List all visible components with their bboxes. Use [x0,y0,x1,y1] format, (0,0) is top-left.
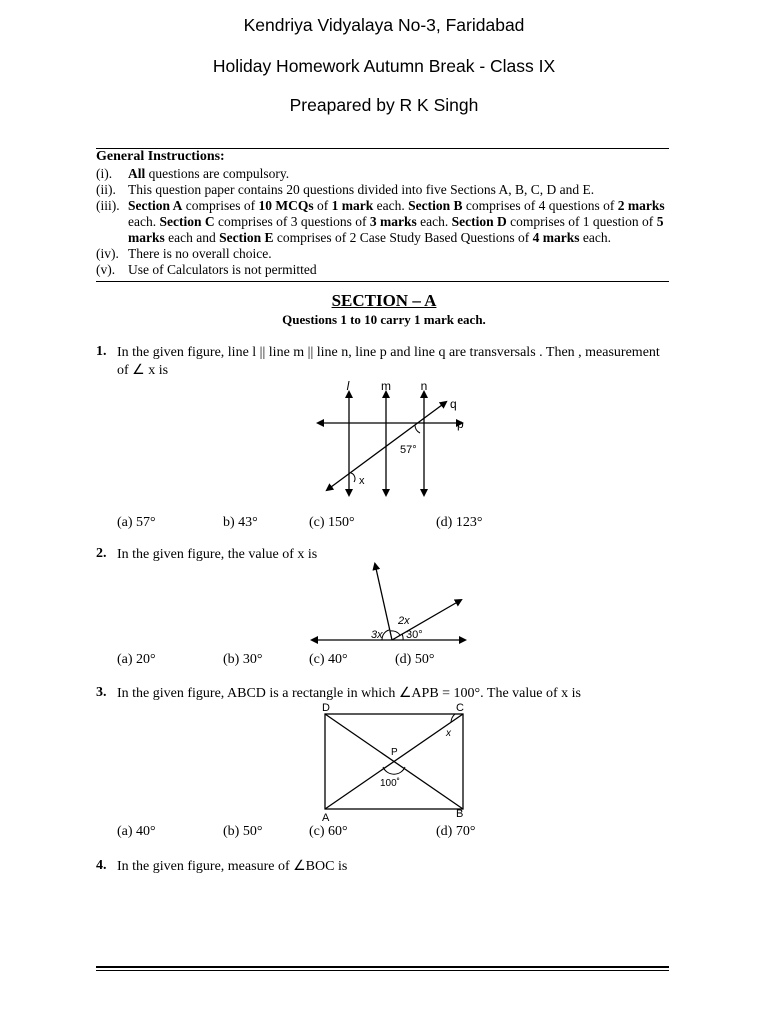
label-angle-57: 57° [400,444,417,456]
option-c[interactable]: (c) 60° [309,824,348,839]
label-B: B [456,808,464,820]
homework-title: Holiday Homework Autumn Break - Class IX [212,56,556,76]
option-c[interactable]: (c) 150° [309,515,355,530]
label-100: 100˚ [380,778,401,789]
option-a[interactable]: (a) 57° [117,515,156,530]
instruction-item [128,198,673,246]
option-b[interactable]: b) 43° [223,515,258,530]
instruction-item [128,166,673,182]
prepared-by: Preapared by R K Singh [289,95,479,115]
instruction-line: marks each and Section E comprises of 2 Case Study Based Questions of 4 marks each. [128,230,611,245]
instruction-item: This question paper contains 20 questions divided into five Sections A, B, C, D and E. [128,182,595,197]
option-d[interactable]: (d) 123° [436,515,483,530]
label-D: D [322,702,330,714]
instruction-text: questions are compulsory. [148,166,290,181]
option-b[interactable]: (b) 30° [223,652,263,667]
question-number: 3. [96,685,107,700]
question-text: In the given figure, ABCD is a rectangle in which ∠APB = 100°. The value of x is [117,686,581,701]
instruction-num: (ii). [96,182,116,197]
option-a[interactable]: (a) 20° [117,652,156,667]
label-30: 30° [406,629,423,641]
parallel-lines-figure [310,378,480,503]
label-line-q: q [450,397,457,411]
question-number: 2. [96,546,107,561]
label-2x: 2x [398,615,410,627]
question-text: In the given figure, the value of x is [117,547,318,562]
instruction-line: Section A comprises of 10 MCQs of 1 mark each. Section B comprises of 4 questions of 2 marks [128,198,665,213]
option-b[interactable]: (b) 50° [223,824,263,839]
section-subtitle: Questions 1 to 10 carry 1 mark each. [282,312,486,327]
label-line-m: m [381,379,391,393]
label-line-l: l [346,379,350,393]
label-line-p: p [457,417,464,431]
option-c[interactable]: (c) 40° [309,652,348,667]
bold-lead: All [128,166,146,181]
footer-rule-thin [96,970,669,971]
angles-on-line-figure [308,558,468,648]
question-number: 4. [96,858,107,873]
label-A: A [322,812,330,824]
instruction-num: (iv). [96,246,119,261]
footer-rule [96,966,669,968]
section-title: SECTION – A [331,291,437,310]
school-name: Kendriya Vidyalaya No-3, Faridabad [243,15,525,35]
label-x: x [446,728,451,739]
instruction-item: Use of Calculators is not permitted [128,262,317,277]
instruction-num: (iii). [96,198,120,213]
question-text: In the given figure, measure of ∠BOC is [117,859,348,874]
instructions-heading: General Instructions: [96,149,225,164]
question-number: 1. [96,344,107,359]
label-angle-x: x [359,475,365,487]
instruction-num: (i). [96,166,113,181]
label-P: P [391,747,398,758]
label-line-n: n [420,379,428,393]
instruction-item: There is no overall choice. [128,246,272,261]
question-text: In the given figure, line l || line m || line n, line p and line q are transversals . Then , measurement of ∠ x is [117,345,660,378]
option-a[interactable]: (a) 40° [117,824,156,839]
label-3x: 3x [371,629,383,641]
rectangle-figure [315,700,475,825]
option-d[interactable]: (d) 50° [395,652,435,667]
label-C: C [456,702,464,714]
instruction-num: (v). [96,262,116,277]
instructions-bottom-rule [96,281,669,282]
option-d[interactable]: (d) 70° [436,824,476,839]
instruction-line: each. Section C comprises of 3 questions of 3 marks each. Section D comprises of 1 question of 5 [128,214,664,229]
